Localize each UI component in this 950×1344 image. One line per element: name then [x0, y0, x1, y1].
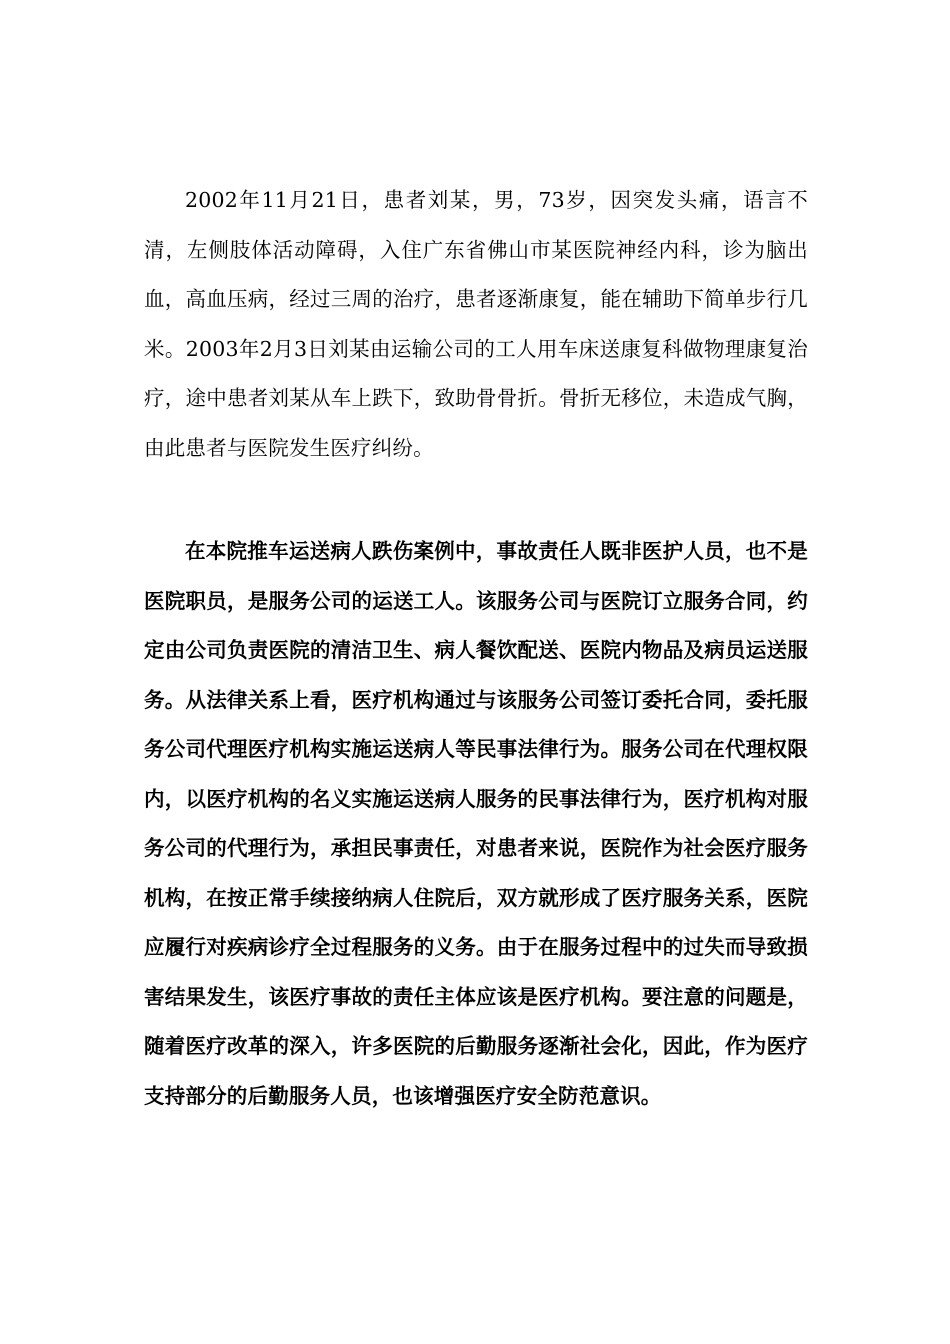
case-description-paragraph: 2002年11月21日，患者刘某，男，73岁，因突发头痛，语言不清，左侧肢体活动障碍，入住广东省佛山市某医院神经内科，诊为脑出血，高血压病，经过三周的治疗，患者逐渐康复，能在辅助下简单步行几米。2003年2月3日刘某由运输公司的工人用车床送康复科做物理康复治疗，途中患者刘某从车上跌下，致助骨骨折。骨折无移位，未造成气胸，由此患者与医院发生医疗纠纷。	[144, 188, 808, 460]
case-analysis-paragraph: 在本院推车运送病人跌伤案例中，事故责任人既非医护人员，也不是医院职员，是服务公司的运送工人。该服务公司与医院订立服务合同，约定由公司负责医院的清洁卫生、病人餐饮配送、医院内物品及病员运送服务。从法律关系上看，医疗机构通过与该服务公司签订委托合同，委托服务公司代理医疗机构实施运送病人等民事法律行为。服务公司在代理权限内，以医疗机构的名义实施运送病人服务的民事法律行为，医疗机构对服务公司的代理行为，承担民事责任，对患者来说，医院作为社会医疗服务机构，在按正常手续接纳病人住院后，双方就形成了医疗服务关系，医院应履行对疾病诊疗全过程服务的义务。由于在服务过程中的过失而导致损害结果发生，该医疗事故的责任主体应该是医疗机构。要注意的问题是，随着医疗改革的深入，许多医院的后勤服务逐渐社会化，因此，作为医疗支持部分的后勤服务人员，也该增强医疗安全防范意识。	[144, 539, 808, 1108]
